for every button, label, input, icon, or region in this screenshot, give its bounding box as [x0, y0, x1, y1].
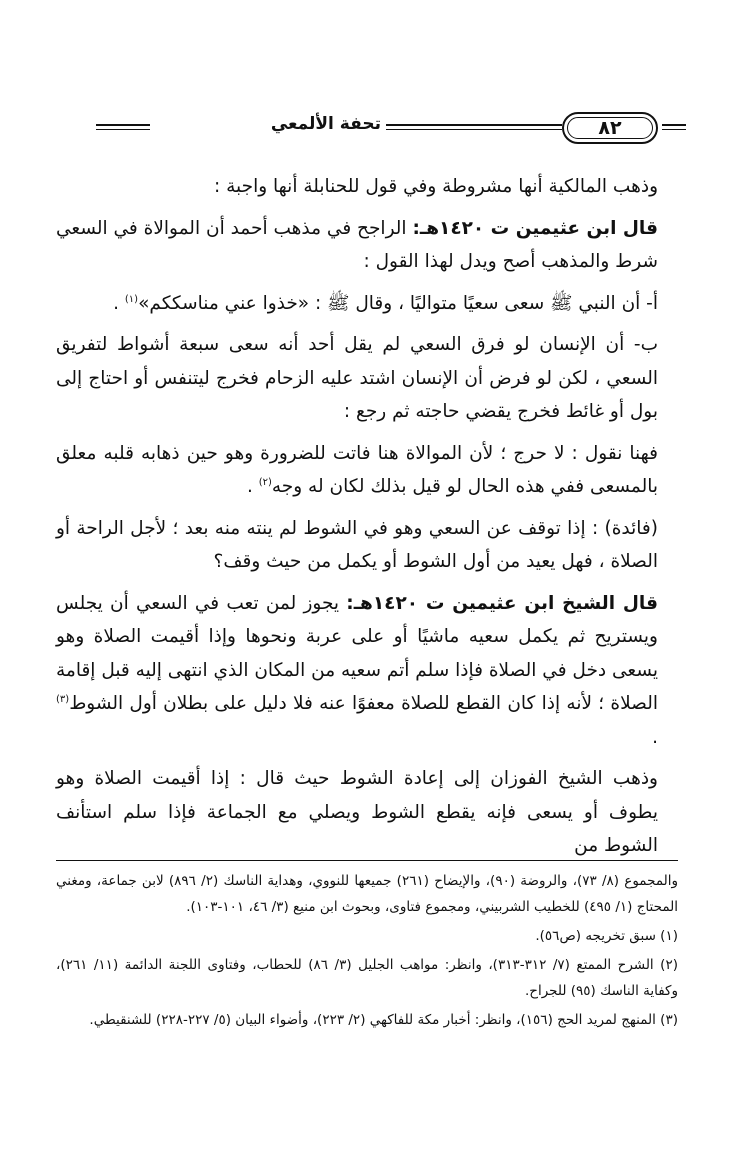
book-title: تحفة الألمعي: [270, 114, 381, 134]
paragraph: قال الشيخ ابن عثيمين ت ١٤٢٠هـ: يجوز لمن تعب في السعي أن يجلس ويستريح ثم يكمل سعيه ماشيًا أو على عربة ونحوها وإذا أقيمت الصلاة وهو يسعى دخل في الصلاة فإذا سلم أتم سعيه من المكان الذي انتهى إليه قبل إقامة الصلاة ؛ لأنه إذا كان القطع للصلاة معفوًا عنه فلا دليل على بطلان أول الشوط$^{(٣)}$ .: [56, 592, 658, 748]
paragraph: وذهب الشيخ الفوزان إلى إعادة الشوط حيث قال : إذا أقيمت الصلاة وهو يطوف أو يسعى فإنه يقطع الشوط ويصلي مع الجماعة فإذا سلم استأنف الشوط من: [56, 768, 658, 856]
footnote-ref: (١): [124, 293, 139, 305]
paragraph: قال ابن عثيمين ت ١٤٢٠هـ: الراجح في مذهب أحمد أن الموالاة في السعي شرط والمذهب أصح ويدل لهذا القول :: [56, 217, 658, 272]
footnotes: [56, 868, 678, 1036]
paragraph: ب- أن الإنسان لو فرق السعي لم يقل أحد أنه سعى سبعة أشواط لتفريق السعي ، لكن لو فرض أن الإنسان اشتد عليه الزحام فخرج ليتنفس أو احتاج إلى بول أو غائط فخرج يقضي حاجته ثم رجع :: [56, 334, 658, 422]
paragraph: (فائدة) : إذا توقف عن السعي وهو في الشوط لم ينته منه بعد ؛ لأجل الراحة أو الصلاة ، فهل يعيد من أول الشوط أو يكمل من حيث وقف؟: [56, 517, 658, 572]
header-rule: [662, 124, 686, 126]
footnote-separator: [56, 860, 678, 861]
header-rule: [96, 129, 150, 130]
main-text: [56, 170, 678, 863]
page-header: [96, 112, 686, 146]
quote-lead: قال الشيخ ابن عثيمين ت ١٤٢٠هـ:: [346, 592, 658, 614]
footnote-continuation: والمجموع (٨/ ٧٣)، والروضة (٩٠)، والإيضاح (٢٦١) جميعها للنووي، وهداية الناسك (٢/ ٨٩٦) لابن جماعة، ومغني المحتاج (١/ ٤٩٥) للخطيب الشربيني، ومجموع فتاوى، وبحوث ابن منيع (٣/ ٤٦، ١٠١-١٠٣).: [56, 873, 679, 915]
footnote-1: (١) سبق تخريجه (ص٥٦).: [535, 928, 678, 944]
page-number: ٨٢: [562, 112, 658, 144]
paragraph: فهنا نقول : لا حرج ؛ لأن الموالاة هنا فاتت للضرورة وهو حين ذهابه قلبه معلق بالمسعى ففي هذه الحال لو قيل بذلك لكان له وجه$^{(٢)}$ .: [56, 442, 658, 497]
footnote-3: (٣) المنهج لمريد الحج (١٥٦)، وانظر: أخبار مكة للفاكهي (٢/ ٢٢٣)، وأضواء البيان (٥/ ٢٢٧-٢٢٨) للشنقيطي.: [89, 1012, 678, 1028]
paragraph: وذهب المالكية أنها مشروطة وفي قول للحنابلة أنها واجبة :: [214, 176, 658, 197]
quote-lead: قال ابن عثيمين ت ١٤٢٠هـ:: [412, 217, 658, 239]
footnote-ref: (٢): [258, 476, 272, 488]
paragraph: أ- أن النبي ﷺ سعى سعيًا متواليًا ، وقال ﷺ : «خذوا عني مناسككم»$^{(١)}$ .: [113, 292, 658, 314]
footnote-2: (٢) الشرح الممتع (٧/ ٣١٢-٣١٣)، وانظر: مواهب الجليل (٣/ ٨٦) للحطاب، وفتاوى اللجنة الدائمة (١١/ ٢٦١)، وكفاية الناسك (٩٥) للجراح.: [56, 957, 678, 999]
footnote-ref: (٣): [56, 693, 70, 705]
header-rule: [386, 124, 562, 126]
header-rule: [662, 129, 686, 130]
header-rule: [96, 124, 150, 126]
header-rule: [386, 129, 562, 130]
